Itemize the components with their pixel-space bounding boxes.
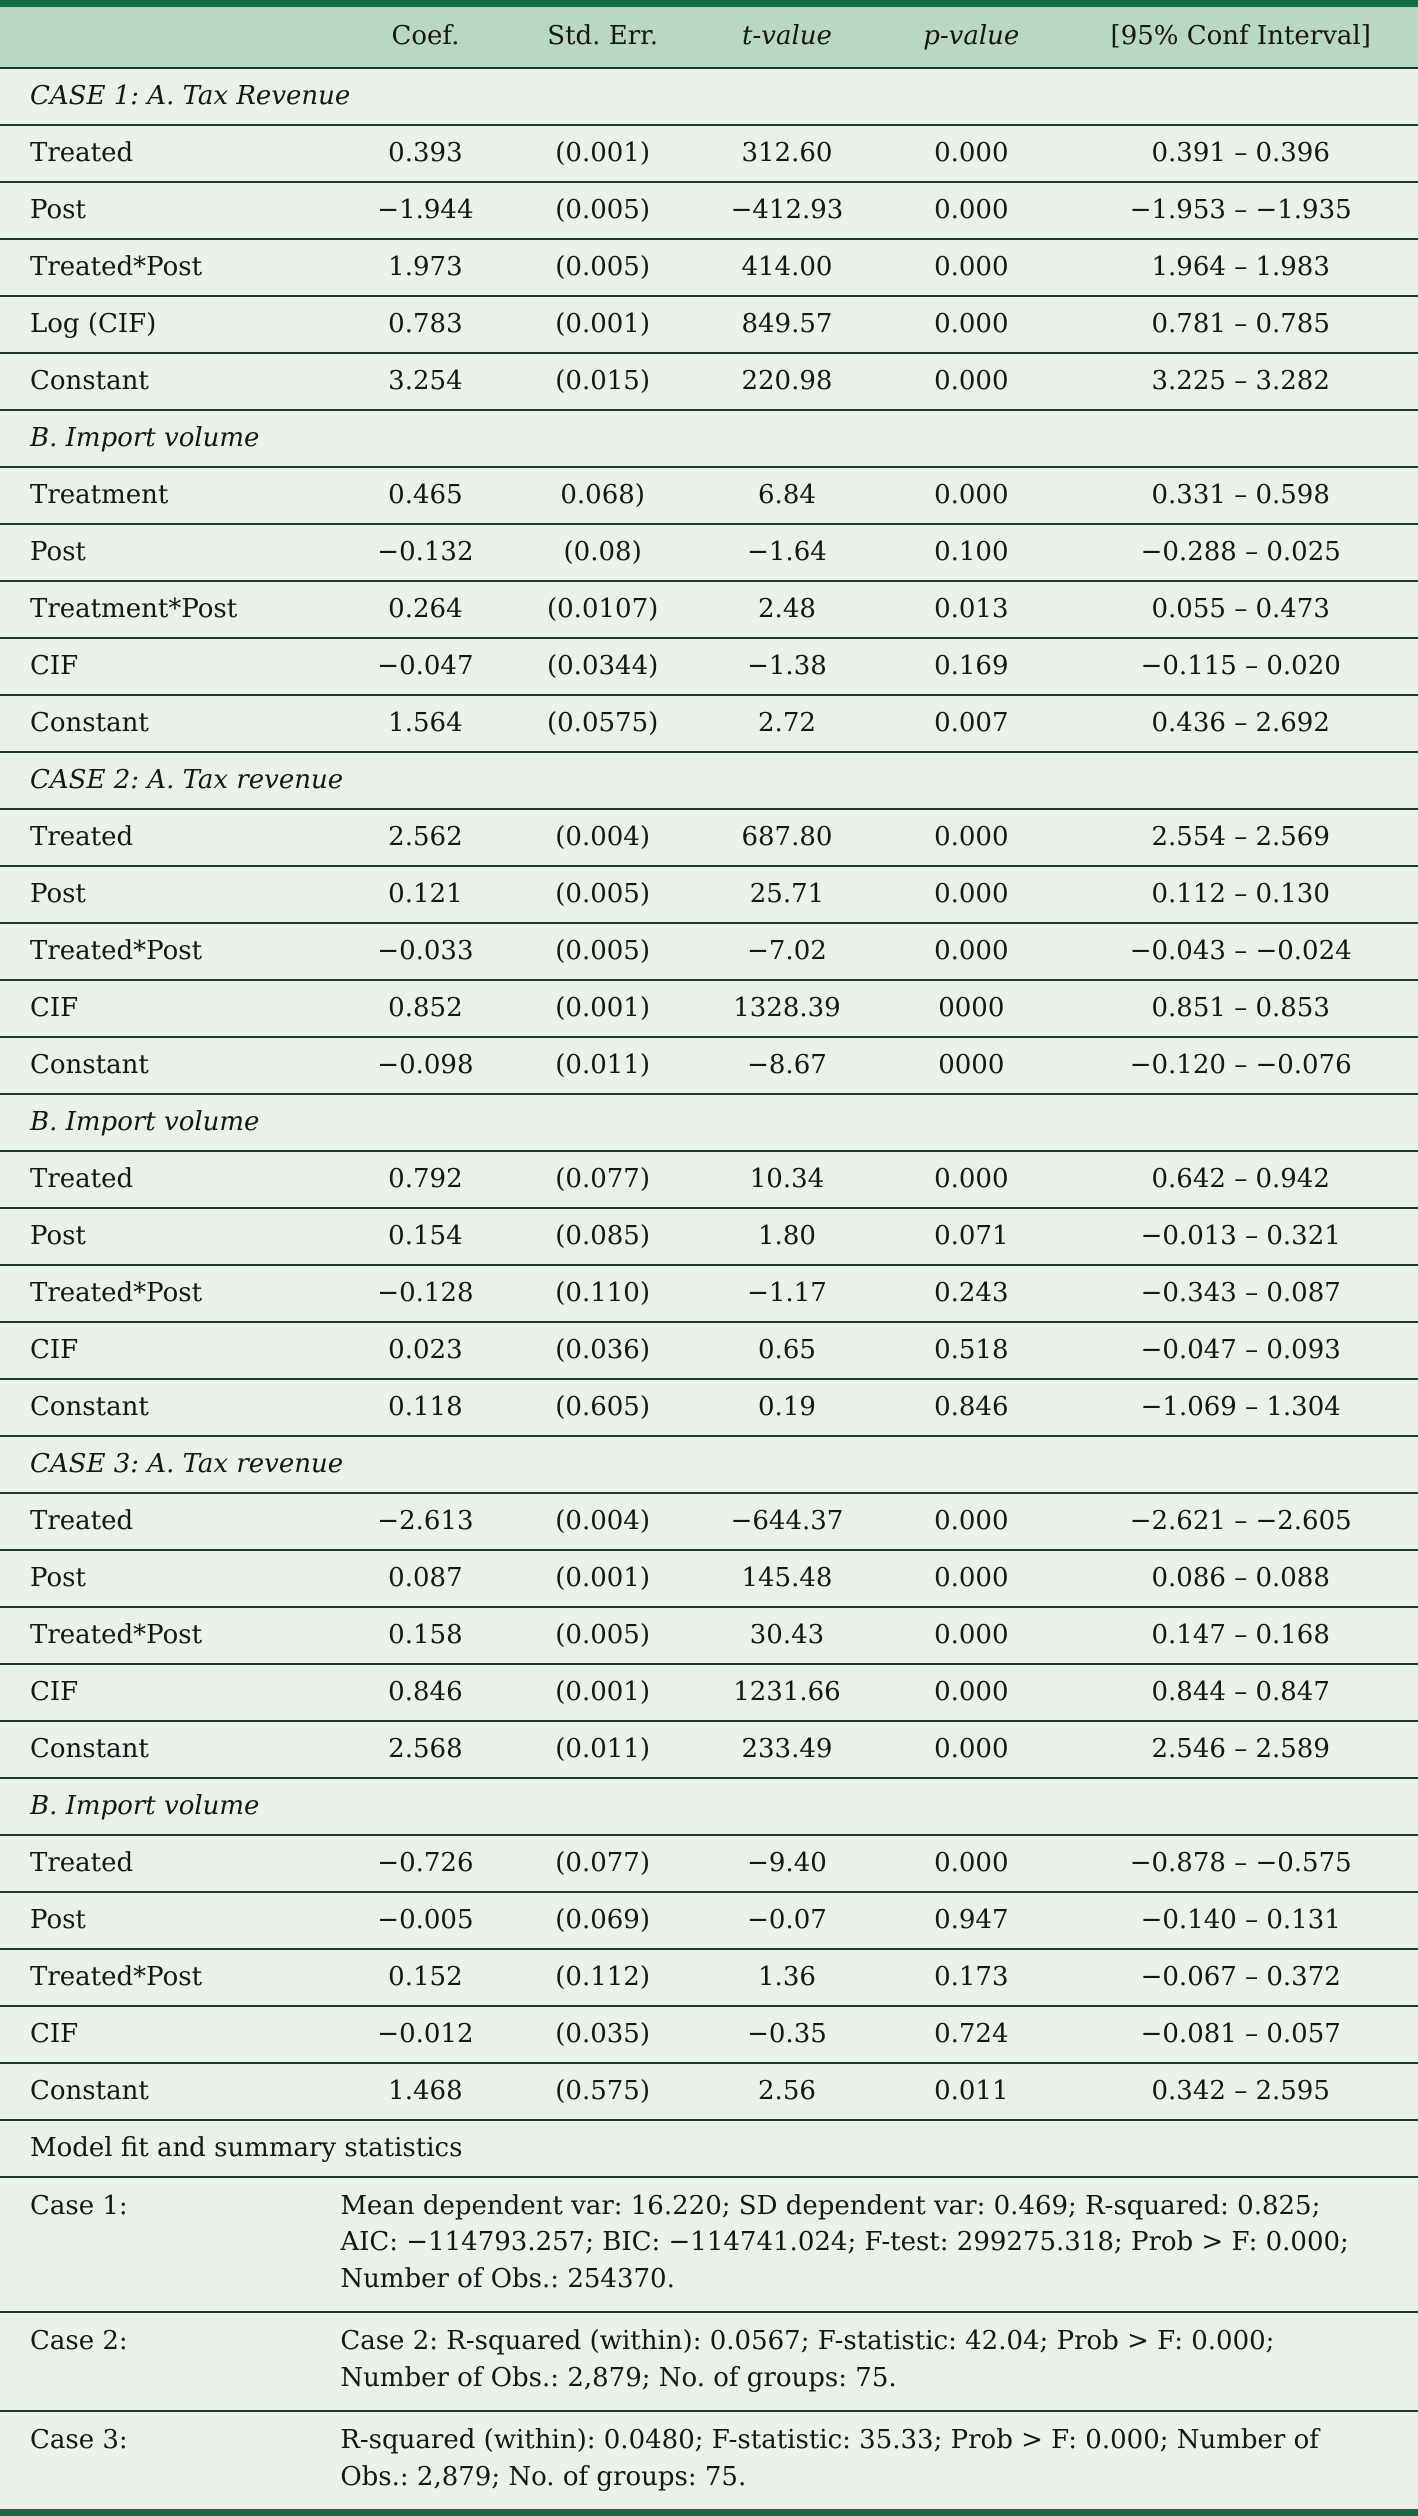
conf-interval-value: −0.081 – 0.057 xyxy=(1140,2018,1341,2049)
p-value: 0.000 xyxy=(934,935,1009,966)
table-body xyxy=(0,67,1418,2509)
row-label: Treated xyxy=(30,137,134,168)
std-err-value: (0.001) xyxy=(555,308,650,339)
coef-value: 0.393 xyxy=(388,137,463,168)
summary-row xyxy=(0,2176,1418,2311)
t-value: 1.80 xyxy=(758,1220,816,1251)
std-err-value: (0.036) xyxy=(555,1334,650,1365)
p-value: 0.000 xyxy=(934,1847,1009,1878)
section-title: CASE 2: A. Tax revenue xyxy=(30,764,344,795)
table-row xyxy=(0,1948,1418,2005)
std-err-value: (0.08) xyxy=(563,536,642,567)
summary-title-row xyxy=(0,2119,1418,2176)
p-value: 0.007 xyxy=(934,707,1009,738)
conf-interval-value: 0.055 – 0.473 xyxy=(1151,593,1330,624)
t-value: 1328.39 xyxy=(733,992,841,1023)
t-value: 6.84 xyxy=(758,479,816,510)
p-value: 0.846 xyxy=(934,1391,1009,1422)
table-row xyxy=(0,1606,1418,1663)
std-err-value: (0.605) xyxy=(555,1391,650,1422)
section-title-row xyxy=(0,1777,1418,1834)
std-err-value: (0.0107) xyxy=(547,593,659,624)
p-value: 0.243 xyxy=(934,1277,1009,1308)
table-row xyxy=(0,922,1418,979)
coef-value: 0.465 xyxy=(388,479,463,510)
column-header-std-err: Std. Err. xyxy=(547,21,658,52)
p-value: 0.100 xyxy=(934,536,1009,567)
p-value: 0.000 xyxy=(934,365,1009,396)
conf-interval-value: 2.554 – 2.569 xyxy=(1151,821,1330,852)
table-row xyxy=(0,1663,1418,1720)
row-label: Constant xyxy=(30,1733,149,1764)
row-label: Constant xyxy=(30,1049,149,1080)
conf-interval-value: 0.844 – 0.847 xyxy=(1151,1676,1330,1707)
p-value: 0000 xyxy=(938,992,1005,1023)
section-title-row xyxy=(0,751,1418,808)
coef-value: −0.132 xyxy=(377,536,474,567)
table-row xyxy=(0,1549,1418,1606)
row-label: Treated*Post xyxy=(30,1619,203,1650)
std-err-value: (0.069) xyxy=(555,1904,650,1935)
t-value: −0.07 xyxy=(747,1904,827,1935)
coef-value: 0.121 xyxy=(388,878,463,909)
section-title-row xyxy=(0,1435,1418,1492)
summary-row xyxy=(0,2410,1418,2509)
row-label: Post xyxy=(30,194,86,225)
p-value: 0.000 xyxy=(934,1619,1009,1650)
conf-interval-value: 3.225 – 3.282 xyxy=(1151,365,1330,396)
t-value: 414.00 xyxy=(741,251,833,282)
table-header-row xyxy=(0,7,1418,67)
row-label: Treatment xyxy=(30,479,169,510)
coef-value: 0.792 xyxy=(388,1163,463,1194)
p-value: 0.000 xyxy=(934,878,1009,909)
summary-row-label: Case 2: xyxy=(30,2326,128,2357)
p-value: 0.000 xyxy=(934,1163,1009,1194)
t-value: 687.80 xyxy=(741,821,833,852)
std-err-value: (0.0575) xyxy=(547,707,659,738)
table-row xyxy=(0,637,1418,694)
std-err-value: (0.005) xyxy=(555,1619,650,1650)
std-err-value: (0.085) xyxy=(555,1220,650,1251)
coef-value: 1.564 xyxy=(388,707,463,738)
table-row xyxy=(0,523,1418,580)
table-row xyxy=(0,466,1418,523)
table-row xyxy=(0,1264,1418,1321)
coef-value: −0.012 xyxy=(377,2018,474,2049)
row-label: CIF xyxy=(30,650,79,681)
column-header-t-value: t-value xyxy=(742,21,832,52)
row-label: Treated*Post xyxy=(30,935,203,966)
table-row xyxy=(0,1378,1418,1435)
coef-value: 2.562 xyxy=(388,821,463,852)
table-row xyxy=(0,2005,1418,2062)
std-err-value: (0.005) xyxy=(555,251,650,282)
std-err-value: (0.001) xyxy=(555,1562,650,1593)
row-label: CIF xyxy=(30,992,79,1023)
section-title: B. Import volume xyxy=(30,1790,260,1821)
conf-interval-value: 0.147 – 0.168 xyxy=(1151,1619,1330,1650)
coef-value: −0.128 xyxy=(377,1277,474,1308)
row-label: Treated*Post xyxy=(30,1961,203,1992)
row-label: Constant xyxy=(30,1391,149,1422)
row-label: Treated xyxy=(30,1163,134,1194)
coef-value: 0.846 xyxy=(388,1676,463,1707)
section-title: B. Import volume xyxy=(30,1106,260,1137)
coef-value: 0.118 xyxy=(388,1391,463,1422)
table-row xyxy=(0,1321,1418,1378)
conf-interval-value: −0.288 – 0.025 xyxy=(1140,536,1341,567)
t-value: 220.98 xyxy=(741,365,833,396)
t-value: −1.38 xyxy=(747,650,827,681)
std-err-value: (0.015) xyxy=(555,365,650,396)
coef-value: 0.023 xyxy=(388,1334,463,1365)
std-err-value: (0.004) xyxy=(555,1505,650,1536)
p-value: 0.000 xyxy=(934,1676,1009,1707)
column-header-blank xyxy=(0,7,340,67)
p-value: 0.000 xyxy=(934,479,1009,510)
coef-value: −0.047 xyxy=(377,650,474,681)
table-row xyxy=(0,1720,1418,1777)
p-value: 0.724 xyxy=(934,2018,1009,2049)
std-err-value: (0.001) xyxy=(555,137,650,168)
std-err-value: (0.077) xyxy=(555,1847,650,1878)
summary-row-label: Case 1: xyxy=(30,2191,128,2221)
conf-interval-value: −0.115 – 0.020 xyxy=(1140,650,1341,681)
coef-value: −0.005 xyxy=(377,1904,474,1935)
p-value: 0.169 xyxy=(934,650,1009,681)
p-value: 0.000 xyxy=(934,308,1009,339)
column-header-conf-interval: [95% Conf Interval] xyxy=(1110,21,1371,52)
std-err-value: (0.110) xyxy=(555,1277,650,1308)
section-title: B. Import volume xyxy=(30,422,260,453)
coef-value: 1.973 xyxy=(388,251,463,282)
coef-value: 0.154 xyxy=(388,1220,463,1251)
t-value: −644.37 xyxy=(730,1505,844,1536)
summary-row-label: Case 3: xyxy=(30,2425,128,2456)
coef-value: −1.944 xyxy=(377,194,474,225)
std-err-value: (0.035) xyxy=(555,2018,650,2049)
conf-interval-value: 0.086 – 0.088 xyxy=(1151,1562,1330,1593)
row-label: Treated xyxy=(30,821,134,852)
t-value: −8.67 xyxy=(747,1049,827,1080)
conf-interval-value: −0.120 – −0.076 xyxy=(1129,1049,1352,1080)
column-header-p-value: p-value xyxy=(923,21,1020,52)
summary-row-text: Case 2: R-squared (within): 0.0567; F-statistic: 42.04; Prob > F: 0.000; Number of Obs.: 2,879; No. of groups: 75. xyxy=(340,2326,1275,2393)
p-value: 0.000 xyxy=(934,194,1009,225)
coef-value: 0.158 xyxy=(388,1619,463,1650)
table-row xyxy=(0,979,1418,1036)
t-value: −1.64 xyxy=(747,536,827,567)
table-row xyxy=(0,2062,1418,2119)
table-row xyxy=(0,238,1418,295)
row-label: CIF xyxy=(30,2018,79,2049)
table-row xyxy=(0,1036,1418,1093)
coef-value: −0.033 xyxy=(377,935,474,966)
table-row xyxy=(0,1834,1418,1891)
p-value: 0.000 xyxy=(934,137,1009,168)
std-err-value: (0.077) xyxy=(555,1163,650,1194)
row-label: Treated*Post xyxy=(30,1277,203,1308)
std-err-value: (0.001) xyxy=(555,1676,650,1707)
p-value: 0.173 xyxy=(934,1961,1009,1992)
std-err-value: (0.005) xyxy=(555,935,650,966)
row-label: Constant xyxy=(30,2075,149,2106)
t-value: 145.48 xyxy=(741,1562,833,1593)
row-label: Treated*Post xyxy=(30,251,203,282)
t-value: 25.71 xyxy=(749,878,825,909)
std-err-value: 0.068) xyxy=(560,479,645,510)
row-label: Post xyxy=(30,1220,86,1251)
coef-value: 1.468 xyxy=(388,2075,463,2106)
table-row xyxy=(0,1207,1418,1264)
conf-interval-value: 0.112 – 0.130 xyxy=(1151,878,1330,909)
t-value: 2.48 xyxy=(758,593,816,624)
conf-interval-value: 0.391 – 0.396 xyxy=(1151,137,1330,168)
t-value: −1.17 xyxy=(747,1277,827,1308)
table-row xyxy=(0,808,1418,865)
conf-interval-value: −0.140 – 0.131 xyxy=(1140,1904,1341,1935)
std-err-value: (0.005) xyxy=(555,194,650,225)
conf-interval-value: 0.331 – 0.598 xyxy=(1151,479,1330,510)
conf-interval-value: −1.069 – 1.304 xyxy=(1140,1391,1341,1422)
t-value: 1.36 xyxy=(758,1961,816,1992)
std-err-value: (0.001) xyxy=(555,992,650,1023)
conf-interval-value: −0.878 – −0.575 xyxy=(1129,1847,1352,1878)
section-title: CASE 1: A. Tax Revenue xyxy=(30,80,351,111)
section-title-row xyxy=(0,1093,1418,1150)
table-row xyxy=(0,865,1418,922)
row-label: Constant xyxy=(30,707,149,738)
summary-row xyxy=(0,2311,1418,2410)
summary-row-text: R-squared (within): 0.0480; F-statistic: 35.33; Prob > F: 0.000; Number of Obs.: 2,879; No. of groups: 75. xyxy=(340,2425,1319,2492)
conf-interval-value: −2.621 – −2.605 xyxy=(1129,1505,1352,1536)
t-value: 2.72 xyxy=(758,707,816,738)
row-label: Constant xyxy=(30,365,149,396)
conf-interval-value: 0.436 – 2.692 xyxy=(1151,707,1330,738)
row-label: Post xyxy=(30,1904,86,1935)
column-header-coef: Coef. xyxy=(391,21,460,52)
conf-interval-value: 0.851 – 0.853 xyxy=(1151,992,1330,1023)
p-value: 0.947 xyxy=(934,1904,1009,1935)
coef-value: 0.264 xyxy=(388,593,463,624)
row-label: Treated xyxy=(30,1847,134,1878)
p-value: 0.011 xyxy=(934,2075,1009,2106)
std-err-value: (0.004) xyxy=(555,821,650,852)
table-row xyxy=(0,1150,1418,1207)
t-value: 2.56 xyxy=(758,2075,816,2106)
t-value: −7.02 xyxy=(747,935,827,966)
std-err-value: (0.011) xyxy=(555,1733,650,1764)
summary-row-text: Mean dependent var: 16.220; SD dependent var: 0.469; R-squared: 0.825; AIC: −114793.257; BIC: −114741.024; F-test: 299275.318; Prob > F: 0.000; Number of Obs.: 254370. xyxy=(340,2191,1349,2294)
conf-interval-value: 1.964 – 1.983 xyxy=(1151,251,1330,282)
t-value: 10.34 xyxy=(749,1163,825,1194)
conf-interval-value: 2.546 – 2.589 xyxy=(1151,1733,1330,1764)
table-row xyxy=(0,352,1418,409)
row-label: Treated xyxy=(30,1505,134,1536)
section-title-row xyxy=(0,67,1418,124)
section-title-row xyxy=(0,409,1418,466)
p-value: 0.000 xyxy=(934,1505,1009,1536)
coef-value: −0.726 xyxy=(377,1847,474,1878)
table-row xyxy=(0,124,1418,181)
p-value: 0.000 xyxy=(934,1733,1009,1764)
p-value: 0.000 xyxy=(934,251,1009,282)
section-title: CASE 3: A. Tax revenue xyxy=(30,1448,344,1479)
coef-value: 2.568 xyxy=(388,1733,463,1764)
conf-interval-value: −0.343 – 0.087 xyxy=(1140,1277,1341,1308)
table-row xyxy=(0,295,1418,352)
table-row xyxy=(0,1492,1418,1549)
conf-interval-value: 0.781 – 0.785 xyxy=(1151,308,1330,339)
std-err-value: (0.005) xyxy=(555,878,650,909)
conf-interval-value: −0.043 – −0.024 xyxy=(1129,935,1352,966)
p-value: 0000 xyxy=(938,1049,1005,1080)
t-value: 312.60 xyxy=(741,137,833,168)
std-err-value: (0.0344) xyxy=(547,650,659,681)
coef-value: 3.254 xyxy=(388,365,463,396)
std-err-value: (0.112) xyxy=(555,1961,650,1992)
coef-value: 0.783 xyxy=(388,308,463,339)
conf-interval-value: −0.067 – 0.372 xyxy=(1140,1961,1341,1992)
table-row xyxy=(0,694,1418,751)
table-row xyxy=(0,580,1418,637)
t-value: 0.19 xyxy=(758,1391,816,1422)
row-label: Log (CIF) xyxy=(30,308,157,339)
t-value: −0.35 xyxy=(747,2018,827,2049)
table-row xyxy=(0,1891,1418,1948)
std-err-value: (0.011) xyxy=(555,1049,650,1080)
t-value: 233.49 xyxy=(741,1733,833,1764)
conf-interval-value: −1.953 – −1.935 xyxy=(1129,194,1352,225)
row-label: Post xyxy=(30,1562,86,1593)
p-value: 0.000 xyxy=(934,821,1009,852)
coef-value: −0.098 xyxy=(377,1049,474,1080)
p-value: 0.013 xyxy=(934,593,1009,624)
t-value: 1231.66 xyxy=(733,1676,841,1707)
p-value: 0.518 xyxy=(934,1334,1009,1365)
conf-interval-value: 0.642 – 0.942 xyxy=(1151,1163,1330,1194)
t-value: −9.40 xyxy=(747,1847,827,1878)
coef-value: 0.852 xyxy=(388,992,463,1023)
table-row xyxy=(0,181,1418,238)
row-label: Post xyxy=(30,536,86,567)
row-label: CIF xyxy=(30,1334,79,1365)
conf-interval-value: −0.047 – 0.093 xyxy=(1140,1334,1341,1365)
row-label: CIF xyxy=(30,1676,79,1707)
t-value: 849.57 xyxy=(741,308,833,339)
p-value: 0.000 xyxy=(934,1562,1009,1593)
row-label: Post xyxy=(30,878,86,909)
conf-interval-value: −0.013 – 0.321 xyxy=(1140,1220,1341,1251)
conf-interval-value: 0.342 – 2.595 xyxy=(1151,2075,1330,2106)
t-value: 30.43 xyxy=(749,1619,825,1650)
summary-title: Model fit and summary statistics xyxy=(30,2132,463,2163)
row-label: Treatment*Post xyxy=(30,593,238,624)
t-value: 0.65 xyxy=(758,1334,816,1365)
coef-value: 0.152 xyxy=(388,1961,463,1992)
p-value: 0.071 xyxy=(934,1220,1009,1251)
std-err-value: (0.575) xyxy=(555,2075,650,2106)
coef-value: −2.613 xyxy=(377,1505,474,1536)
coef-value: 0.087 xyxy=(388,1562,463,1593)
t-value: −412.93 xyxy=(730,194,844,225)
